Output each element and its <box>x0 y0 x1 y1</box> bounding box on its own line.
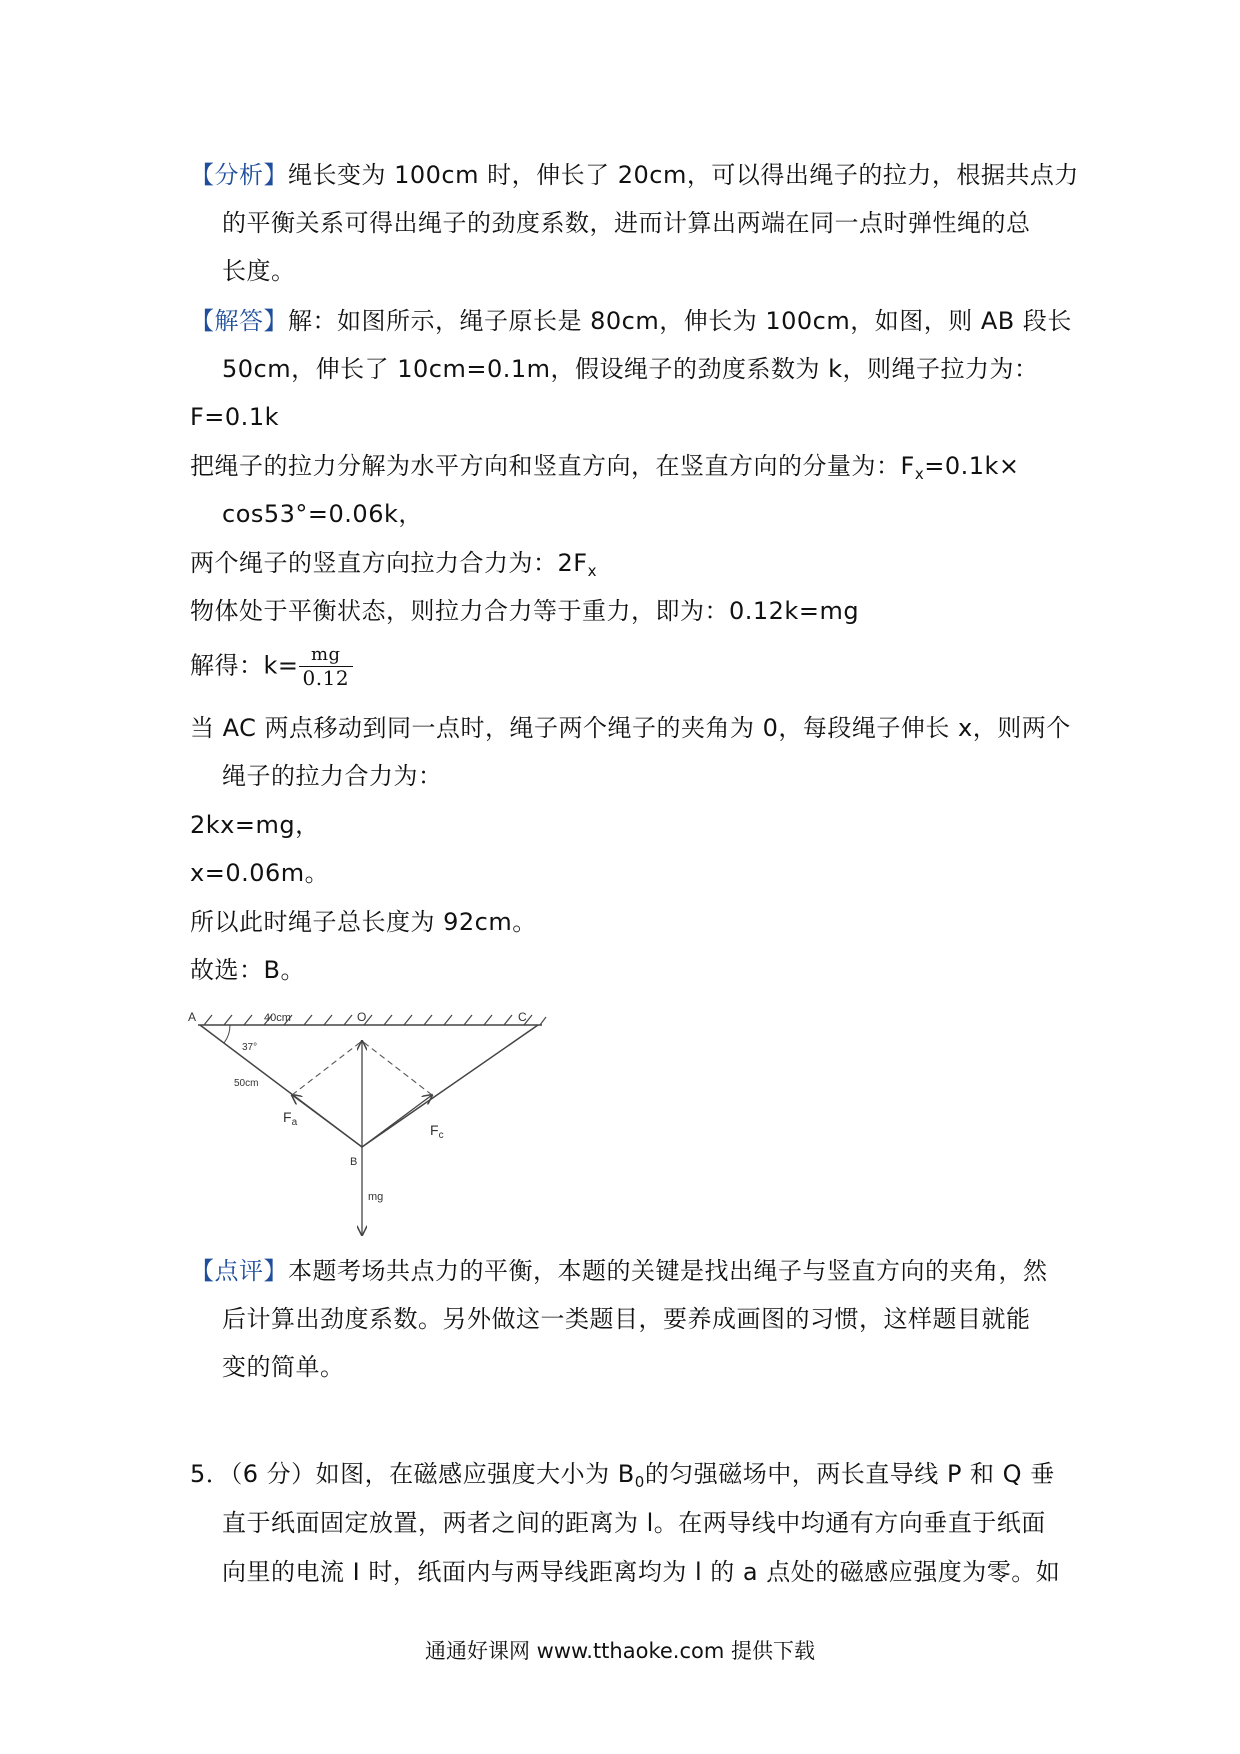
equation-f: F=0.1k <box>190 403 279 431</box>
label-b: B <box>350 1156 358 1168</box>
fraction: $\frac{mg}{0.12}$ <box>299 644 354 689</box>
label-37: 37° <box>242 1042 258 1053</box>
page-footer: 通通好课网 www.tthaoke.com 提供下载 <box>425 1639 815 1663</box>
answer-line-2: 50cm，伸长了 10cm=0.1m，假设绳子的劲度系数为 k，则绳子拉力为： <box>222 355 1039 383</box>
comment-tag: 【点评】 <box>190 1257 288 1285</box>
label-c: C <box>518 1010 527 1024</box>
decomposition-line-1: 把绳子的拉力分解为水平方向和竖直方向，在竖直方向的分量为：$F_x=0.1k\times$ <box>190 452 1020 483</box>
label-fa: $F_a$ <box>283 1109 298 1128</box>
solve-line: 解得：k= $\frac{mg}{0.12}$ <box>190 644 353 689</box>
ac-line-2: 绳子的拉力合力为： <box>222 762 443 790</box>
force-diagram <box>190 1005 550 1240</box>
label-o: O <box>357 1010 367 1024</box>
total-length-line: 所以此时绳子总长度为 92cm。 <box>190 908 537 936</box>
question5-line-3: 向里的电流 I 时，纸面内与两导线距离均为 l 的 a 点处的磁感应强度为零。如 <box>222 1558 1061 1586</box>
label-50cm: 50cm <box>234 1078 259 1089</box>
comment-line-3: 变的简单。 <box>222 1353 345 1381</box>
analysis-line-2: 的平衡关系可得出绳子的劲度系数，进而计算出两端在同一点时弹性绳的总 <box>222 209 1031 237</box>
ac-line-1: 当 AC 两点移动到同一点时，绳子两个绳子的夹角为 0，每段绳子伸长 x，则两个 <box>190 714 1071 742</box>
question5-line-1: 5．（6 分）如图，在磁感应强度大小为 $B_0$的匀强磁场中，两长直导线 P 和 Q 垂 <box>190 1460 1055 1491</box>
question5-line-2: 直于纸面固定放置，两者之间的距离为 l。在两导线中均通有方向垂直于纸面 <box>222 1509 1046 1537</box>
equation-2kx: 2kx=mg， <box>190 811 320 839</box>
comment-line-1: 【点评】本题考场共点力的平衡，本题的关键是找出绳子与竖直方向的夹角，然 <box>190 1257 1048 1285</box>
angle-arc <box>224 1025 230 1043</box>
analysis-line-1: 【分析】绳长变为 100cm 时，伸长了 20cm，可以得出绳子的拉力，根据共点力 <box>190 161 1079 189</box>
ceiling-hatch <box>204 1015 546 1025</box>
choice-line: 故选：B。 <box>190 956 305 984</box>
label-40cm: 40cm <box>264 1012 291 1024</box>
label-fc: $F_c$ <box>430 1122 444 1141</box>
answer-line-1: 【解答】解：如图所示，绳子原长是 80cm，伸长为 100cm，如图，则 AB 段长 <box>190 307 1072 335</box>
balance-line: 物体处于平衡状态，则拉力合力等于重力，即为：0.12k=mg <box>190 597 860 625</box>
force-fa-arrow <box>292 1095 362 1147</box>
analysis-tag: 【分析】 <box>190 161 288 189</box>
resultant-line: 两个绳子的竖直方向拉力合力为：$2F_x$ <box>190 549 597 580</box>
force-fc-arrow <box>362 1095 432 1147</box>
label-a: A <box>188 1010 197 1024</box>
rope-cb <box>362 1025 538 1147</box>
decomposition-line-2: cos53°=0.06k， <box>222 500 423 528</box>
label-mg: mg <box>368 1191 384 1203</box>
equation-x: x=0.06m。 <box>190 859 330 887</box>
comment-line-2: 后计算出劲度系数。另外做这一类题目，要养成画图的习惯，这样题目就能 <box>222 1305 1031 1333</box>
analysis-line-3: 长度。 <box>222 257 296 285</box>
answer-tag: 【解答】 <box>190 307 288 335</box>
